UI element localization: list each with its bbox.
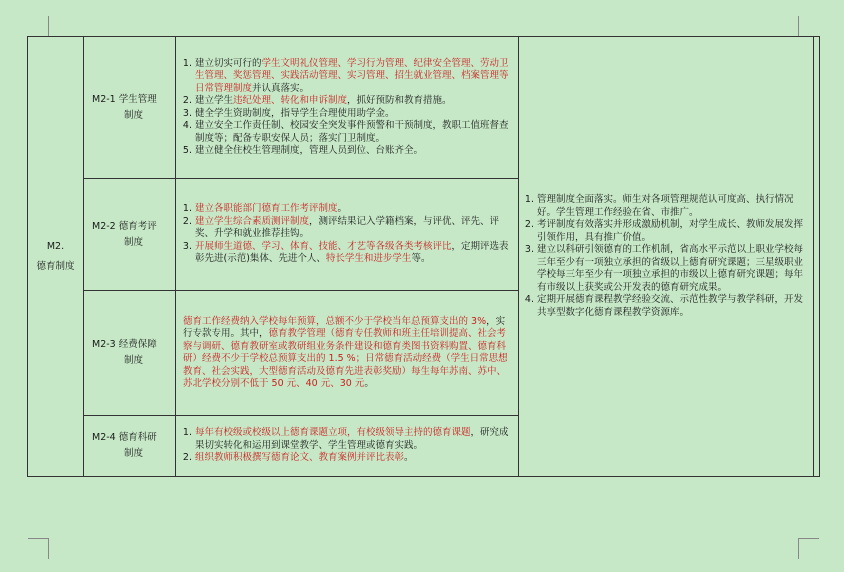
category-code: M2. xyxy=(46,240,65,252)
list-item: 3. 健全学生资助制度，指导学生合理使用助学金。 xyxy=(195,108,514,121)
subitem-title-cont: 制度 xyxy=(124,236,144,248)
margin-column xyxy=(814,37,820,477)
list-item: 2. 建立学生违纪处理、转化和申诉制度，抓好预防和教育措施。 xyxy=(195,95,514,108)
subitem-title-cont: 制度 xyxy=(124,355,144,366)
list-item: 1. 每年有校级或校级以上德育课题立项，有校级领导主持的德育课题，研究成果切实转化和运用到课堂教学、学生管理或德育实践。 xyxy=(195,427,514,452)
list-item: 2. 组织教师积极撰写德育论文、教育案例并评比表彰。 xyxy=(195,452,514,465)
moral-education-standards-table xyxy=(27,36,820,477)
standard-item: 3. 建立以科研引领德育的工作机制，省高水平示范以上职业学校每三年至少有一项独立承担的省级以上德育研究课题；三星级职业学校每三年至少有一项独立承担的市级以上德育研究课题；每年有市级以上获奖或公开发表的德育研究成果。 xyxy=(537,244,809,294)
subitem-title-cont: 制度 xyxy=(124,109,144,121)
crop-mark-bottom-right xyxy=(798,538,819,559)
list-item: 5. 建立健全住校生管理制度，管理人员到位、台账齐全。 xyxy=(195,145,514,158)
crop-mark-top-right xyxy=(798,16,819,37)
subitem-m2-4 xyxy=(84,416,176,477)
list-item: 1. 建立切实可行的学生文明礼仪管理、学习行为管理、纪律安全管理、劳动卫生管理、奖惩管理、实践活动管理、实习管理、招生就业管理、档案管理等日常管理制度并认真落实。 xyxy=(195,58,514,96)
subitem-m2-3 xyxy=(84,291,176,416)
standard-item: 4. 定期开展德育课程教学经验交流、示范性教学与教学科研，开发共享型数字化德育课程教学资源库。 xyxy=(537,294,809,319)
standard-item: 1. 管理制度全面落实。师生对各项管理规范认可度高、执行情况好。学生管理工作经验在省、市推广。 xyxy=(537,194,809,219)
subitem-m2-1 xyxy=(84,37,176,179)
funding-paragraph: 德育工作经费纳入学校每年预算，总额不少于学校当年总预算支出的 3%，实行专款专用。其中，德育教学管理（德育专任教师和班主任培训提高、社会考察与调研、德育教研室或教研组业务条件建设和德育类图书资料购置、德育科研）经费不少于学校总预算支出的 1.5 %；日常德育活动经费（学生日常思想教育、社会实践，大型德育活动及德育先进表彰奖励）每生每年苏南、苏中、苏北学校分别不低于 50 元、40 元、30 元。 xyxy=(183,315,508,389)
standards-cell xyxy=(519,37,814,477)
category-cell xyxy=(28,37,84,477)
content-m2-1 xyxy=(176,37,519,179)
subitem-title: M2-2 德育考评 xyxy=(92,220,157,232)
subitem-title: M2-1 学生管理 xyxy=(92,93,157,105)
content-m2-4 xyxy=(176,416,519,477)
list-item: 3. 开展师生道德、学习、体育、技能、才艺等各级各类考核评比，定期评选表彰先进(示范)集体、先进个人、特长学生和进步学生等。 xyxy=(195,241,514,266)
subitem-title-cont: 制度 xyxy=(124,448,144,459)
list-item: 2. 建立学生综合素质测评制度，测评结果记入学籍档案，与评优、评先、评奖、升学和就业推荐挂钩。 xyxy=(195,216,514,241)
content-m2-2 xyxy=(176,179,519,291)
crop-mark-top-left xyxy=(28,16,49,37)
crop-mark-bottom-left xyxy=(28,538,49,559)
list-item: 4. 建立安全工作责任制、校园安全突发事件预警和干预制度，教职工值班督查制度等；配备专职安保人员；落实门卫制度。 xyxy=(195,120,514,145)
category-name: 德育制度 xyxy=(36,260,75,272)
list-item: 1. 建立各职能部门德育工作考评制度。 xyxy=(195,203,514,216)
subitem-title: M2-3 经费保障 xyxy=(92,339,157,350)
subitem-title: M2-4 德育科研 xyxy=(92,432,157,443)
subitem-m2-2 xyxy=(84,179,176,291)
content-m2-3 xyxy=(176,291,519,416)
standard-item: 2. 考评制度有效落实并形成激励机制，对学生成长、教师发展发挥引领作用，具有推广价值。 xyxy=(537,219,809,244)
